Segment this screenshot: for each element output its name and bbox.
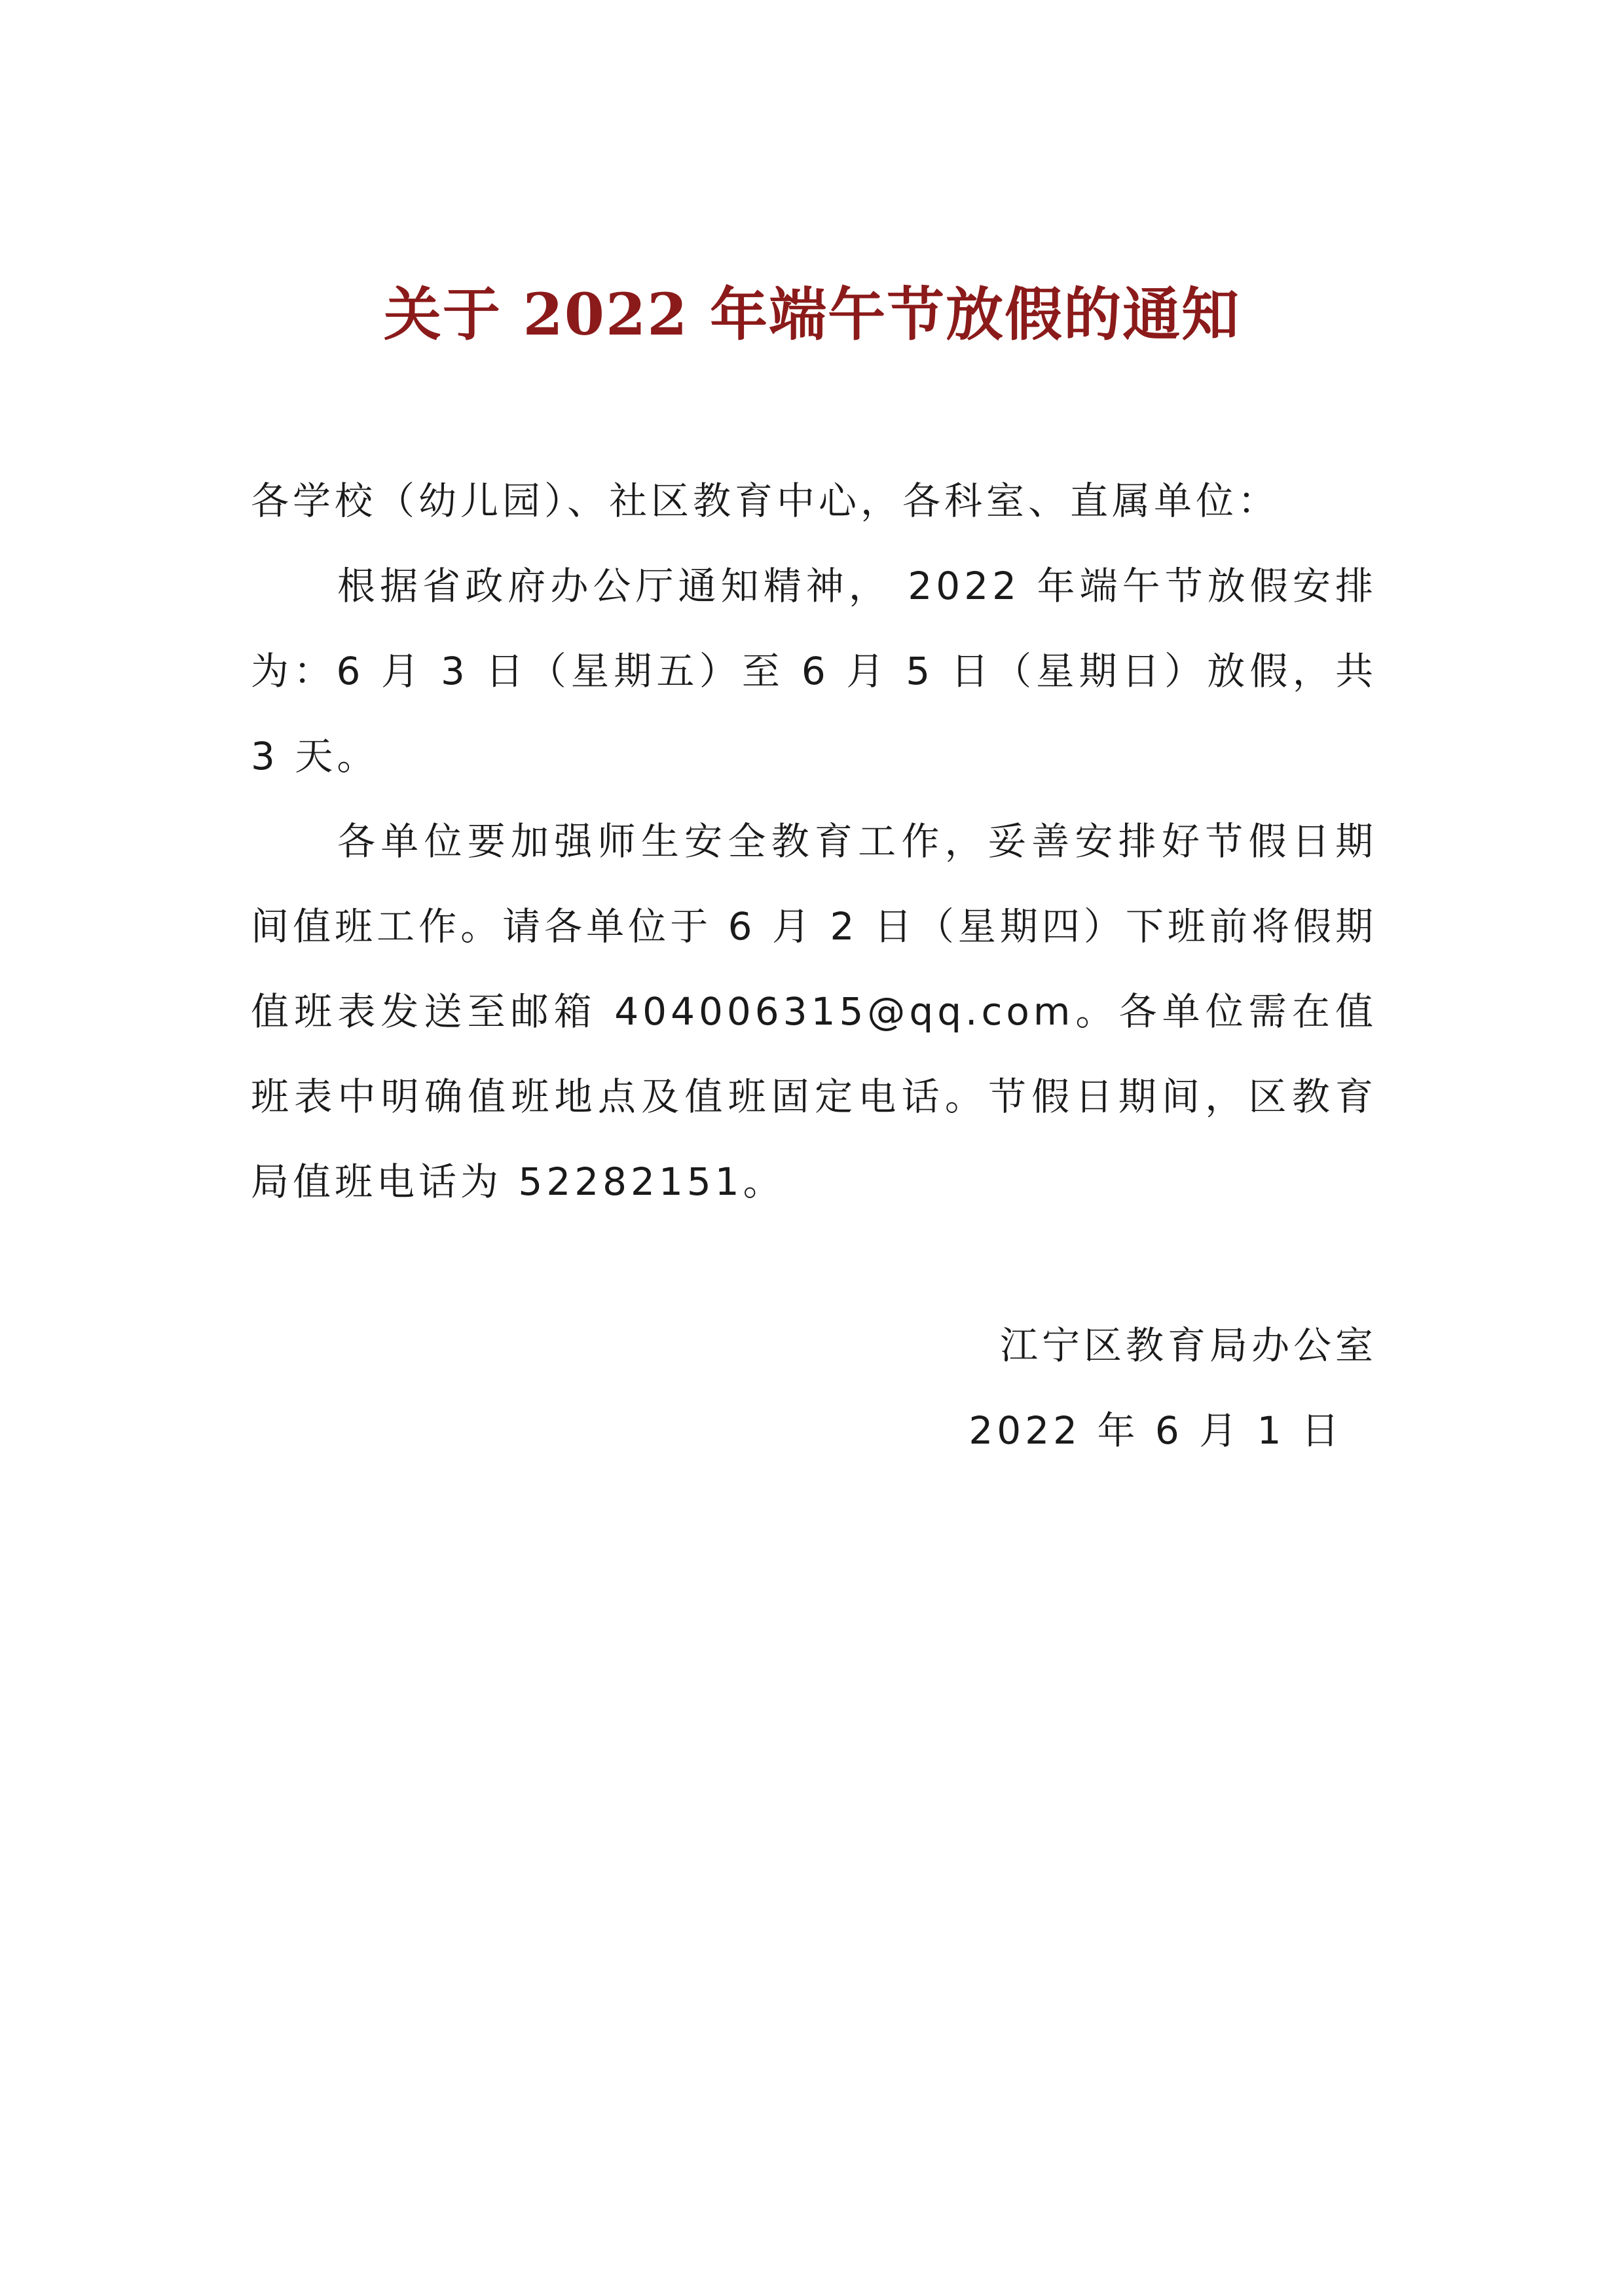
issuing-office: 江宁区教育局办公室 [999, 1323, 1377, 1368]
signature-block [969, 1303, 1377, 1473]
salutation: 各学校（幼儿园）、社区教育中心，各科室、直属单位： [251, 479, 1280, 523]
issue-date: 2022 年 6 月 1 日 [969, 1408, 1343, 1453]
paragraph-duty-arrangements: 各单位要加强师生安全教育工作，妥善安排好节假日期间值班工作。请各单位于 6 月 2 日（星期四）下班前将假期值班表发送至邮箱 404006315@qq.com。各单位需在值班表中明确值班地点及值班固定电话。节假日期间，区教育局值班电话为 52282151。 [251, 819, 1377, 1204]
document-title: 关于 2022 年端午节放假的通知 [383, 280, 1241, 348]
paragraph-holiday-schedule: 根据省政府办公厅通知精神， 2022 年端午节放假安排为：6 月 3 日（星期五）至 6 月 5 日（星期日）放假，共 3 天。 [251, 564, 1377, 778]
